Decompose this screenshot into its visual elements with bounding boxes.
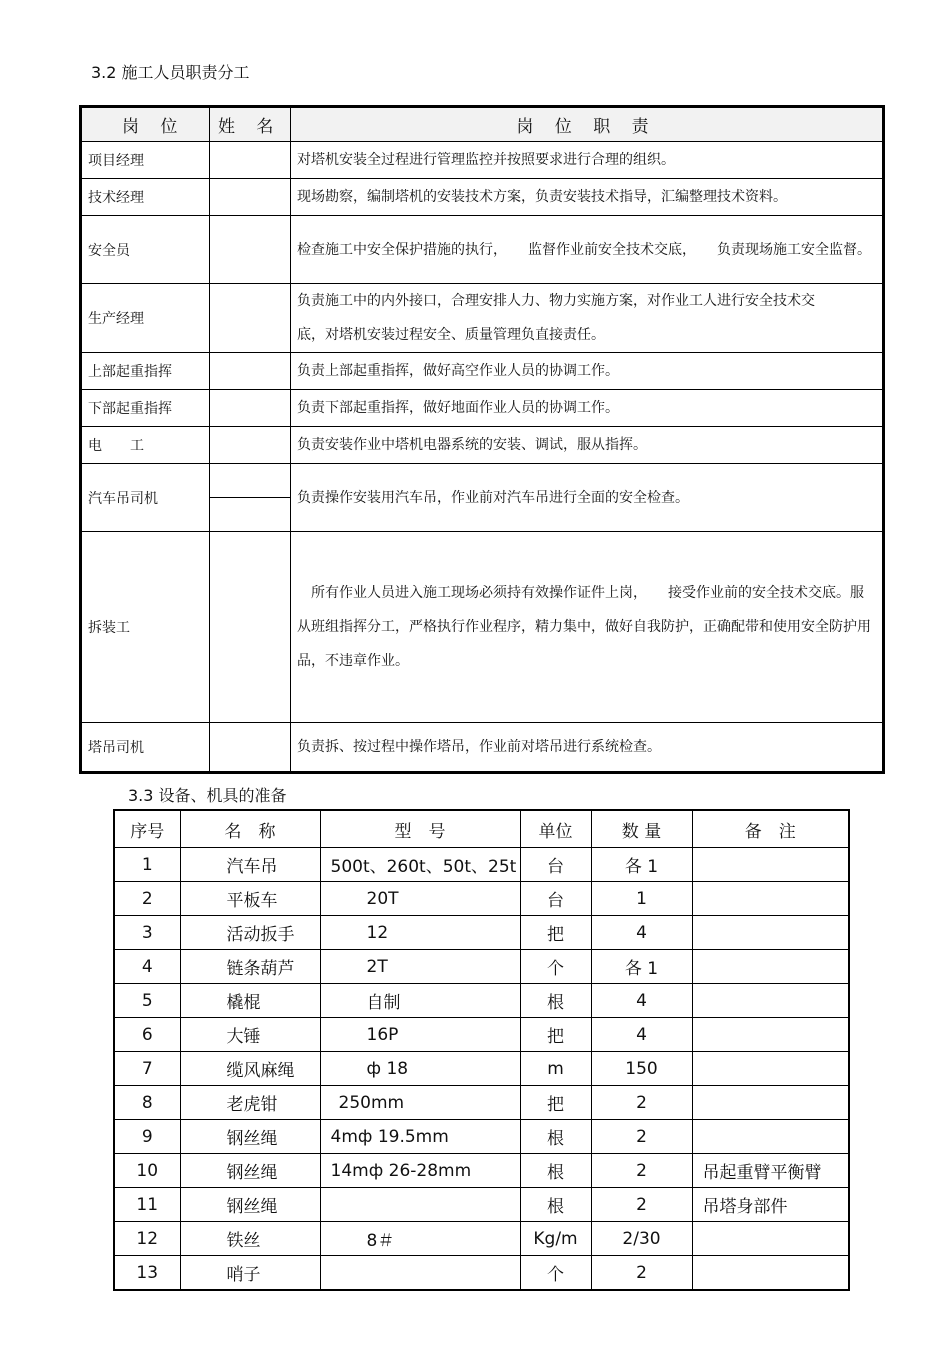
name-cell: 钢丝绳 xyxy=(180,1154,320,1188)
duty-cell: 所有作业人员进入施工现场必须持有效操作证件上岗， 接受作业前的安全技术交底。服从班组指挥分工，严格执行作业程序，精力集中，做好自我防护，正确配带和使用安全防护用品，不违章作业。 xyxy=(291,532,884,723)
equipment-table xyxy=(113,809,850,1291)
name-cell: 橇棍 xyxy=(180,984,320,1018)
position-cell: 下部起重指挥 xyxy=(81,390,210,427)
note-cell xyxy=(692,848,849,882)
name-cell xyxy=(210,532,291,723)
name-cell: 钢丝绳 xyxy=(180,1120,320,1154)
table-row xyxy=(114,1256,849,1291)
unit-cell: m xyxy=(520,1052,591,1086)
name-cell xyxy=(210,427,291,464)
note-cell xyxy=(692,916,849,950)
duty-cell: 现场勘察，编制塔机的安装技术方案，负责安装技术指导，汇编整理技术资料。 xyxy=(291,179,884,216)
name-cell: 链条葫芦 xyxy=(180,950,320,984)
unit-cell: 根 xyxy=(520,984,591,1018)
name-cell: 哨子 xyxy=(180,1256,320,1291)
table-row xyxy=(114,1018,849,1052)
duty-cell: 负责上部起重指挥，做好高空作业人员的协调工作。 xyxy=(291,353,884,390)
position-cell: 项目经理 xyxy=(81,142,210,179)
header-note: 备 注 xyxy=(692,810,849,848)
header-model: 型 号 xyxy=(320,810,520,848)
table-row xyxy=(114,1154,849,1188)
section-heading-3-2: 3.2 施工人员职责分工 xyxy=(91,63,250,82)
model-cell: 2T xyxy=(320,950,520,984)
qty-cell: 2 xyxy=(591,1188,692,1222)
no-cell: 9 xyxy=(114,1120,180,1154)
unit-cell: 个 xyxy=(520,1256,591,1291)
note-cell: 吊塔身部件 xyxy=(692,1188,849,1222)
model-cell: 12 xyxy=(320,916,520,950)
note-cell xyxy=(692,882,849,916)
model-cell: 20T xyxy=(320,882,520,916)
table-row xyxy=(114,882,849,916)
name-cell xyxy=(210,216,291,284)
table-row xyxy=(114,1120,849,1154)
model-cell: ф 18 xyxy=(320,1052,520,1086)
model-cell xyxy=(320,1256,520,1291)
name-cell: 铁丝 xyxy=(180,1222,320,1256)
note-cell xyxy=(692,1018,849,1052)
table-row xyxy=(81,723,884,773)
table-row xyxy=(114,1188,849,1222)
duty-cell: 检查施工中安全保护措施的执行， 监督作业前安全技术交底， 负责现场施工安全监督。 xyxy=(291,216,884,284)
unit-cell: 把 xyxy=(520,1086,591,1120)
unit-cell: 根 xyxy=(520,1120,591,1154)
qty-cell: 2 xyxy=(591,1120,692,1154)
note-cell xyxy=(692,1086,849,1120)
equipment-rows xyxy=(114,848,849,1291)
unit-cell: 台 xyxy=(520,848,591,882)
qty-cell: 2 xyxy=(591,1256,692,1291)
qty-cell: 4 xyxy=(591,916,692,950)
header-qty: 数 量 xyxy=(591,810,692,848)
table-header-row xyxy=(114,810,849,848)
no-cell: 8 xyxy=(114,1086,180,1120)
qty-cell: 4 xyxy=(591,1018,692,1052)
no-cell: 13 xyxy=(114,1256,180,1291)
table-row xyxy=(114,848,849,882)
qty-cell: 2/30 xyxy=(591,1222,692,1256)
duty-cell: 负责下部起重指挥，做好地面作业人员的协调工作。 xyxy=(291,390,884,427)
qty-cell: 2 xyxy=(591,1154,692,1188)
no-cell: 1 xyxy=(114,848,180,882)
name-cell xyxy=(210,142,291,179)
duty-cell: 负责操作安装用汽车吊，作业前对汽车吊进行全面的安全检查。 xyxy=(291,464,884,532)
table-row xyxy=(81,179,884,216)
note-cell xyxy=(692,950,849,984)
position-cell: 安全员 xyxy=(81,216,210,284)
name-cell-split xyxy=(210,464,290,531)
duty-cell: 负责安装作业中塔机电器系统的安装、调试，服从指挥。 xyxy=(291,427,884,464)
table-row xyxy=(81,142,884,179)
table-row xyxy=(81,353,884,390)
table-header-row xyxy=(81,107,884,142)
header-no: 序号 xyxy=(114,810,180,848)
qty-cell: 各 1 xyxy=(591,950,692,984)
model-cell: 14mф 26-28mm xyxy=(320,1154,520,1188)
table-row xyxy=(81,427,884,464)
unit-cell: Kg/m xyxy=(520,1222,591,1256)
table-row xyxy=(114,950,849,984)
name-cell xyxy=(210,353,291,390)
duty-cell: 负责施工中的内外接口，合理安排人力、物力实施方案，对作业工人进行安全技术交底，对塔机安装过程安全、质量管理负直接责任。 xyxy=(291,284,884,353)
qty-cell: 各 1 xyxy=(591,848,692,882)
table-row xyxy=(114,916,849,950)
no-cell: 12 xyxy=(114,1222,180,1256)
header-duty: 岗 位 职 责 xyxy=(291,107,884,142)
table-row xyxy=(81,532,884,723)
header-position: 岗 位 xyxy=(81,107,210,142)
no-cell: 3 xyxy=(114,916,180,950)
position-cell: 汽车吊司机 xyxy=(81,464,210,532)
no-cell: 10 xyxy=(114,1154,180,1188)
table-row xyxy=(114,1052,849,1086)
staff-duties-table xyxy=(79,105,885,774)
name-cell: 老虎钳 xyxy=(180,1086,320,1120)
no-cell: 7 xyxy=(114,1052,180,1086)
section-heading-3-3: 3.3 设备、机具的准备 xyxy=(128,786,287,805)
model-cell: 4mф 19.5mm xyxy=(320,1120,520,1154)
model-cell: 16P xyxy=(320,1018,520,1052)
name-cell xyxy=(210,179,291,216)
name-cell: 活动扳手 xyxy=(180,916,320,950)
duty-cell: 负责拆、按过程中操作塔吊，作业前对塔吊进行系统检查。 xyxy=(291,723,884,773)
table-row xyxy=(81,216,884,284)
unit-cell: 把 xyxy=(520,1018,591,1052)
qty-cell: 2 xyxy=(591,1086,692,1120)
header-unit: 单位 xyxy=(520,810,591,848)
name-cell xyxy=(210,390,291,427)
position-cell: 上部起重指挥 xyxy=(81,353,210,390)
name-cell: 缆风麻绳 xyxy=(180,1052,320,1086)
name-cell: 平板车 xyxy=(180,882,320,916)
note-cell xyxy=(692,984,849,1018)
qty-cell: 1 xyxy=(591,882,692,916)
header-name: 名 称 xyxy=(180,810,320,848)
no-cell: 11 xyxy=(114,1188,180,1222)
model-cell: 8＃ xyxy=(320,1222,520,1256)
position-cell: 拆装工 xyxy=(81,532,210,723)
no-cell: 6 xyxy=(114,1018,180,1052)
name-cell: 汽车吊 xyxy=(180,848,320,882)
table-row xyxy=(114,984,849,1018)
no-cell: 4 xyxy=(114,950,180,984)
position-cell: 电 工 xyxy=(81,427,210,464)
position-cell: 生产经理 xyxy=(81,284,210,353)
position-cell: 技术经理 xyxy=(81,179,210,216)
model-cell xyxy=(320,1188,520,1222)
unit-cell: 根 xyxy=(520,1188,591,1222)
unit-cell: 台 xyxy=(520,882,591,916)
model-cell: 自制 xyxy=(320,984,520,1018)
name-cell: 大锤 xyxy=(180,1018,320,1052)
unit-cell: 根 xyxy=(520,1154,591,1188)
note-cell xyxy=(692,1052,849,1086)
note-cell xyxy=(692,1120,849,1154)
qty-cell: 4 xyxy=(591,984,692,1018)
qty-cell: 150 xyxy=(591,1052,692,1086)
table-row xyxy=(81,390,884,427)
no-cell: 5 xyxy=(114,984,180,1018)
table-row xyxy=(114,1086,849,1120)
table-row xyxy=(114,1222,849,1256)
name-cell xyxy=(210,464,291,532)
position-cell: 塔吊司机 xyxy=(81,723,210,773)
table-row xyxy=(81,464,884,532)
no-cell: 2 xyxy=(114,882,180,916)
header-name: 姓 名 xyxy=(210,107,291,142)
note-cell xyxy=(692,1222,849,1256)
unit-cell: 个 xyxy=(520,950,591,984)
model-cell: 500t、260t、50t、25t xyxy=(320,848,520,882)
table-row xyxy=(81,284,884,353)
name-cell xyxy=(210,723,291,773)
name-cell xyxy=(210,284,291,353)
note-cell: 吊起重臂平衡臂 xyxy=(692,1154,849,1188)
name-cell: 钢丝绳 xyxy=(180,1188,320,1222)
duty-cell: 对塔机安装全过程进行管理监控并按照要求进行合理的组织。 xyxy=(291,142,884,179)
note-cell xyxy=(692,1256,849,1291)
unit-cell: 把 xyxy=(520,916,591,950)
model-cell: 250mm xyxy=(320,1086,520,1120)
